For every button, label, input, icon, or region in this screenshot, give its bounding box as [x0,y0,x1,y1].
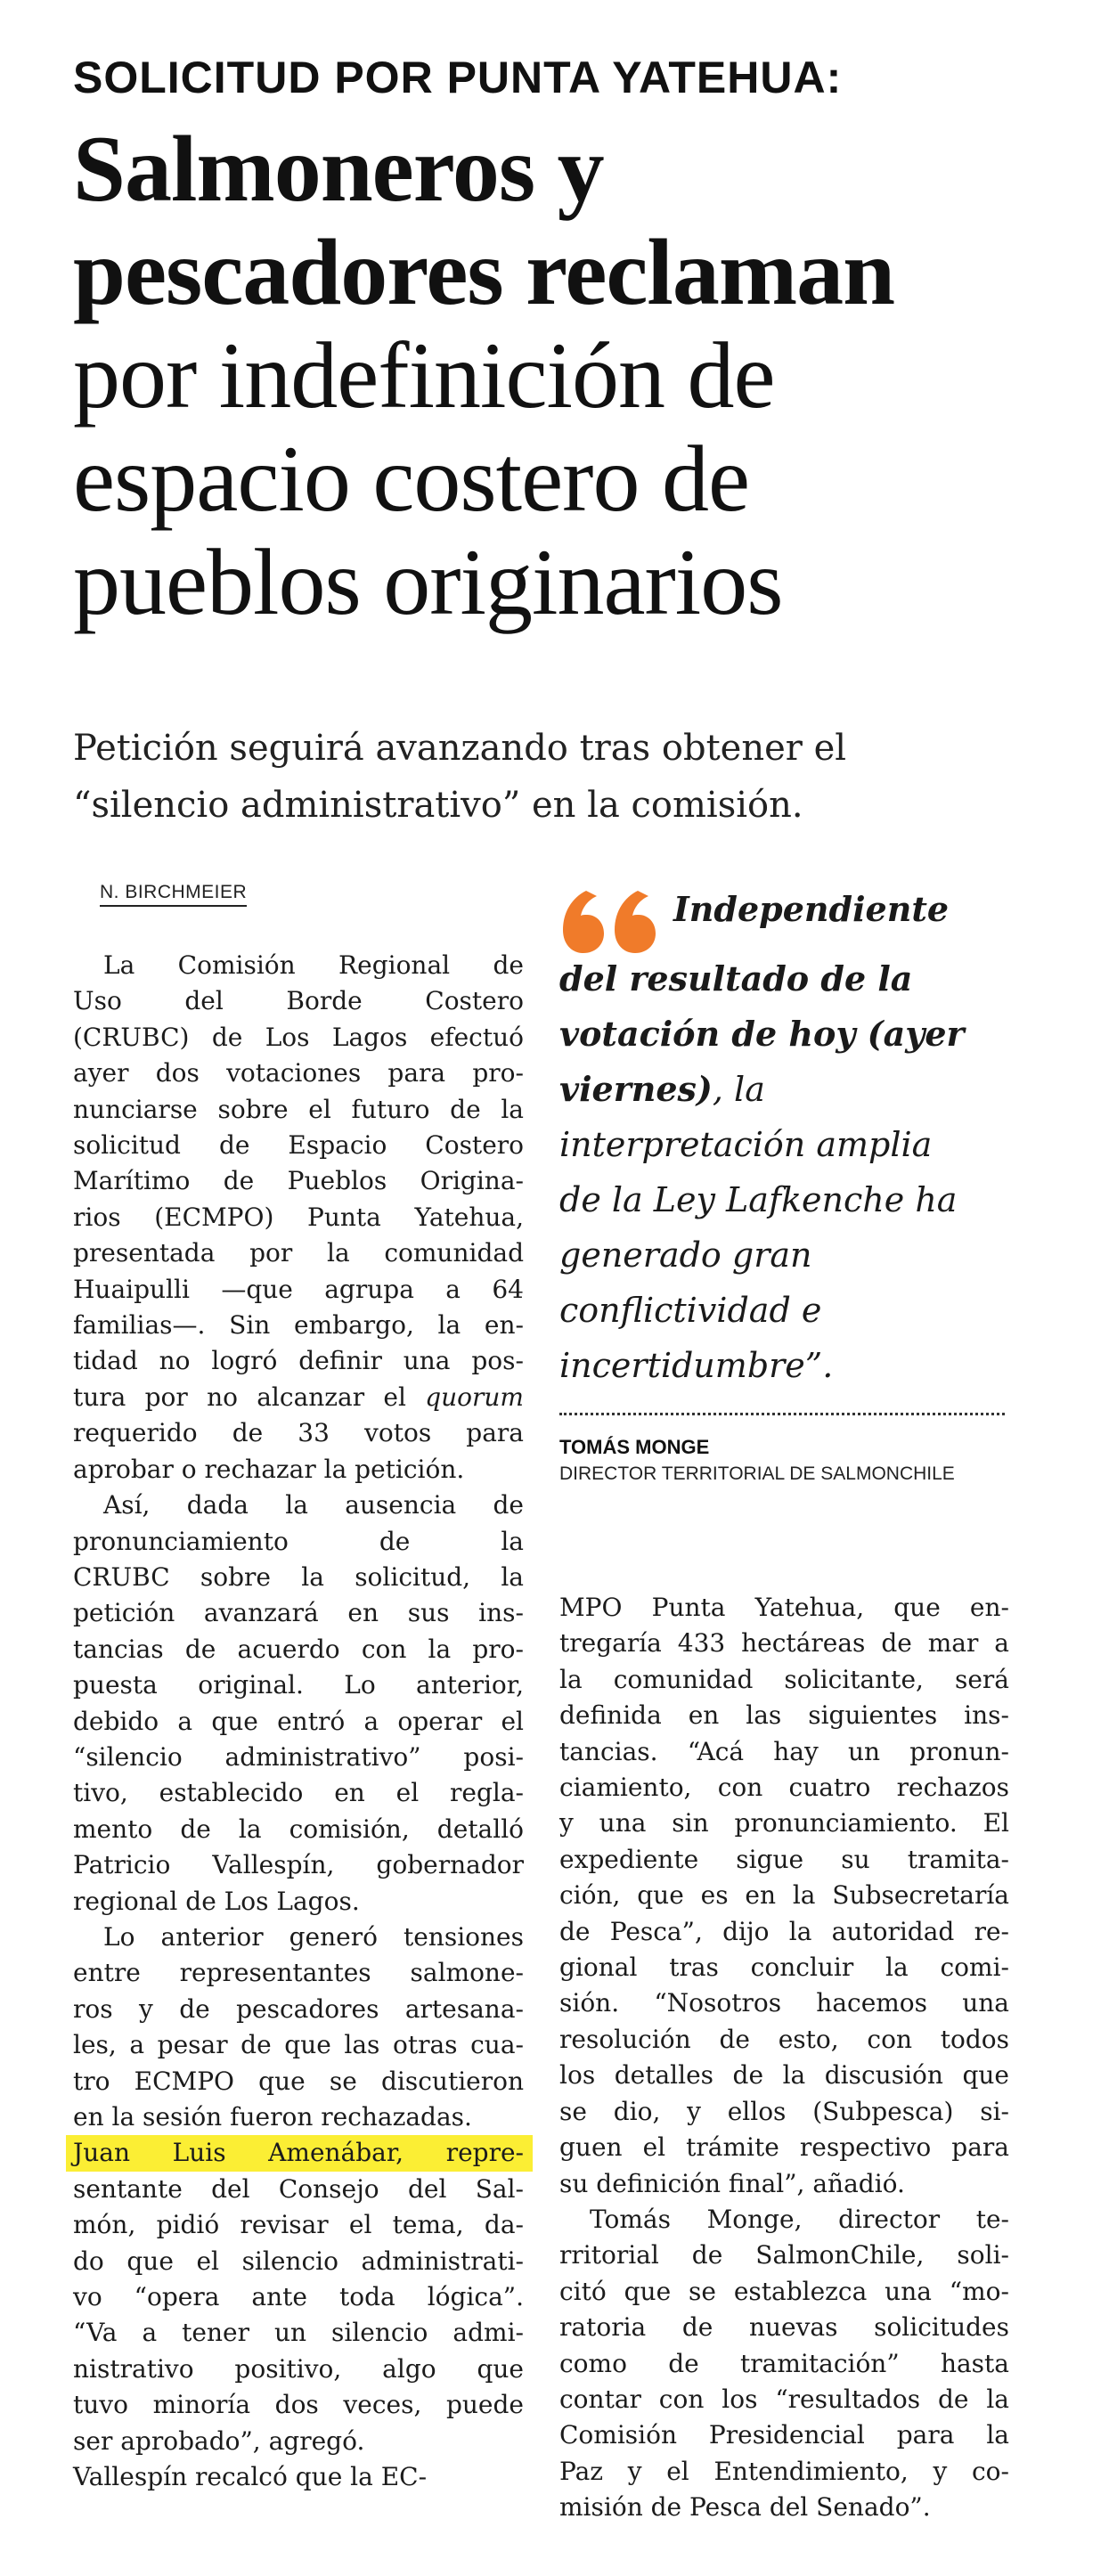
body-line: se dio, y ellos (Subpesca) si- [559,2096,1009,2126]
body-line: puesta original. Lo anterior, [73,1670,524,1700]
body-line: entre representantes salmone- [73,1958,524,1988]
body-line: tivo, establecido en el regla- [73,1778,524,1808]
pull-quote-line: conflictividad e [559,1291,822,1330]
body-line: tuvo minoría dos veces, puede [73,2390,524,2420]
body-line: tregaría 433 hectáreas de mar a [559,1628,1009,1659]
body-line: Vallespín recalcó que la EC- [73,2462,428,2492]
body-line: familias—. Sin embargo, la en- [73,1310,524,1341]
body-line: y una sin pronunciamiento. El [559,1808,1009,1838]
body-line: sentante del Consejo del Sal- [73,2173,524,2204]
body-line: debido a que entró a operar el [73,1706,524,1736]
body-line: su definición final”, añadió. [559,2168,905,2198]
headline-line: espacio costero de [73,427,749,531]
body-line: do que el silencio administrati- [73,2246,524,2276]
body-line: en la sesión fueron rechazadas. [73,2102,472,2132]
body-line: tro ECMPO que se discutieron [73,2066,524,2096]
body-line: Patricio Vallespín, gobernador [73,1850,524,1880]
deck-line: “silencio administrativo” en la comisión. [73,785,803,826]
body-line: rios (ECMPO) Punta Yatehua, [73,1202,524,1232]
body-line: presentada por la comunidad [73,1238,524,1268]
body-line: Tomás Monge, director te- [590,2204,1009,2234]
body-line: Uso del Borde Costero [73,986,524,1016]
body-line: regional de Los Lagos. [73,1886,360,1916]
body-line: La Comisión Regional de [103,950,524,980]
headline-line: pescadores reclaman [73,220,895,324]
body-line: sión. “Nosotros hacemos una [559,1988,1009,2018]
deck-line: Petición seguirá avanzando tras obtener el [73,728,847,769]
body-line: Así, dada la ausencia de [103,1490,524,1520]
headline-line: pueblos originarios [73,530,783,634]
pull-quote-divider [559,1413,1005,1415]
body-line: rritorial de SalmonChile, soli- [559,2240,1009,2270]
body-line: ros y de pescadores artesana- [73,1993,524,2024]
body-line: Marítimo de Pueblos Origina- [73,1166,524,1196]
body-line: guen el trámite respectivo para [559,2132,1009,2163]
body-line: citó que se establezca una “mo- [559,2276,1009,2306]
pull-quote-line: generado gran [559,1235,812,1275]
headline-line: Salmoneros y [73,117,604,221]
body-line: aprobar o rechazar la petición. [73,1454,465,1484]
body-line: expediente sigue su tramita- [559,1844,1009,1874]
body-line: Huaipulli —que agrupa a 64 [73,1274,524,1304]
body-line: definida en las siguientes ins- [559,1700,1009,1731]
body-line: CRUBC sobre la solicitud, la [73,1561,524,1592]
quote-mark-icon [559,885,663,955]
pull-quote-author-role: DIRECTOR TERRITORIAL DE SALMONCHILE [559,1463,955,1484]
body-line: tancias. “Acá hay un pronun- [559,1736,1009,1766]
pull-quote-line: Independiente [559,882,1023,951]
body-line: ciamiento, con cuatro rechazos [559,1773,1009,1803]
headline [73,118,1080,634]
body-line: de Pesca”, dijo la autoridad re- [559,1916,1009,1946]
pull-quote-line: interpretación amplia [559,1125,933,1164]
body-line: Comisión Presidencial para la [559,2420,1009,2450]
pull-quote-line: viernes), la [559,1069,765,1109]
body-line: món, pidió revisar el tema, da- [73,2210,524,2240]
body-line: MPO Punta Yatehua, que en- [559,1593,1009,1622]
byline: N. BIRCHMEIER [100,882,247,907]
body-line: nunciarse sobre el futuro de la [73,1094,524,1124]
body-line: les, a pesar de que las otras cua- [73,2030,524,2060]
body-line: requerido de 33 votos para [73,1418,524,1448]
body-line: Paz y el Entendimiento, y co- [559,2456,1009,2486]
body-line: Lo anterior generó tensiones [103,1921,524,1952]
body-line: tura por no alcanzar el quorum [73,1382,524,1412]
body-line: solicitud de Espacio Costero [73,1130,524,1161]
body-line: contar con los “resultados de la [559,2384,1009,2414]
body-line: ayer dos votaciones para pro- [73,1058,524,1088]
body-line: “Va a tener un silencio admi- [73,2318,524,2348]
body-line: pronunciamiento de la [73,1526,524,1556]
pull-quote-author: TOMÁS MONGE [559,1436,710,1458]
kicker: SOLICITUD POR PUNTA YATEHUA: [73,53,843,102]
pull-quote-line: votación de hoy (ayer [559,1014,965,1054]
pull-quote-line: del resultado de la [559,958,913,999]
body-line: vo “opera ante toda lógica”. [73,2282,524,2312]
body-line: como de tramitación” hasta [559,2348,1009,2378]
highlighted-body-line: Juan Luis Amenábar, repre- [66,2135,533,2171]
body-line: la comunidad solicitante, será [559,1664,1009,1694]
body-line: mento de la comisión, detalló [73,1814,524,1844]
body-line: ser aprobado”, agregó. [73,2425,365,2456]
pull-quote [559,882,1023,1393]
body-line: tancias de acuerdo con la pro- [73,1634,524,1664]
pull-quote-line: de la Ley Lafkenche ha [559,1180,958,1219]
body-line: resolución de esto, con todos [559,2024,1009,2054]
body-line: gional tras concluir la comi- [559,1952,1009,1983]
body-column-2 [559,1590,1009,2526]
body-line: los detalles de la discusión que [559,2060,1009,2091]
headline-line: por indefinición de [73,323,775,428]
body-line: tidad no logró definir una pos- [73,1346,524,1376]
deck [73,720,1071,834]
body-line: ratoria de nuevas solicitudes [559,2312,1009,2343]
body-line: petición avanzará en sus ins- [73,1598,524,1628]
body-line: ción, que es en la Subsecretaría [559,1880,1009,1911]
pull-quote-line: incertidumbre”. [559,1346,834,1385]
body-line: nistrativo positivo, algo que [73,2353,524,2384]
body-column-1 [73,948,524,2495]
body-line: “silencio administrativo” posi- [73,1741,524,1772]
body-line: misión de Pesca del Senado”. [559,2492,931,2523]
body-line: (CRUBC) de Los Lagos efectuó [73,1022,524,1052]
